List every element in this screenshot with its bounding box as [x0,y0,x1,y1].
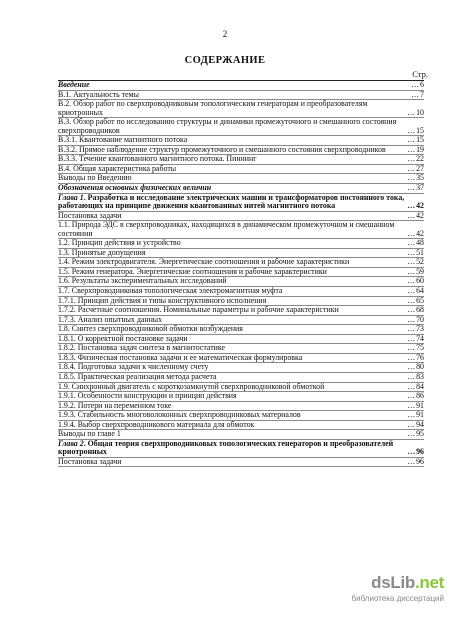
table-of-contents [58,80,424,467]
toc-entry-page: 91 [416,410,424,420]
toc-entry-page: 15 [416,135,424,145]
toc-entry-page: 80 [416,362,424,372]
toc-entry-page: 52 [416,257,424,267]
dot-leader: … [407,163,416,173]
dot-leader: … [407,238,416,248]
toc-entry-title: 1.7.2. Расчетные соотношения. Номинальные параметры и рабочие характеристики [58,305,339,315]
dot-leader: … [407,295,416,305]
dot-leader: … [407,228,416,238]
toc-entry-page: 42 [416,210,424,220]
dot-leader: … [407,391,416,401]
toc-entry-title: 1.7. Сверхпроводниковая топологическая электромагнитная муфта [58,286,283,296]
dot-leader: … [407,362,416,372]
toc-entry-title: 1.8. Синтез сверхпроводниковой обмотки возбуждения [58,324,243,334]
toc-entry-page: 70 [416,314,424,324]
toc-entry-page: 15 [416,125,424,135]
toc-entry-title: В.3.1. Квантование магнитного потока [58,135,188,145]
dot-leader: … [407,314,416,324]
dot-leader: … [407,305,416,315]
dot-leader: … [407,107,416,117]
toc-entry-page: 74 [416,333,424,343]
toc-entry-title: В.1. Актуальность темы [58,89,139,99]
dot-leader: … [407,247,416,257]
dot-leader: … [407,144,416,154]
toc-entry-page: 60 [416,276,424,286]
dot-leader: … [407,210,416,220]
toc-entry-title: 1.9.1. Особенности конструкции и принцип действия [58,391,237,401]
dot-leader: … [407,286,416,296]
toc-entry [58,458,424,468]
dot-leader: … [407,456,416,466]
dot-leader: … [407,381,416,391]
dot-leader: … [407,201,416,211]
toc-heading: СОДЕРЖАНИЕ [184,55,266,66]
toc-entry-page: 42 [416,201,424,211]
watermark-tagline: библиотека диссертаций [351,594,444,603]
toc-entry-page: 51 [416,247,424,257]
toc-entry-title: Постановка задачи [58,456,122,466]
toc-entry-title: 1.4. Режим электродвигателя. Энергетические соотношения и рабочие характеристики [58,257,350,267]
dot-leader: … [407,371,416,381]
toc-entry-title: В.3. Обзор работ по исследованию структуры и динамики промежуточного и смешанного состояния сверхпроводников [58,117,397,135]
dot-leader: … [411,80,420,89]
dot-leader: … [407,333,416,343]
toc-entry-page: 7 [420,89,424,99]
toc-entry-title: 1.9.4. Выбор сверхпроводникового материала для обмоток [58,419,255,429]
toc-entry-title: 1.8.4. Подготовка задачи к численному счету [58,362,209,372]
toc-entry-title: 1.9.3. Стабильность многоволоконных сверхпроводниковых материалов [58,410,301,420]
toc-entry-page: 96 [416,447,424,457]
dot-leader: … [407,410,416,420]
toc-entry-title: 1.8.2. Постановка задач синтеза в магнитостатике [58,343,226,353]
toc-entry-page: 64 [416,286,424,296]
dot-leader: … [407,173,416,183]
toc-entry-page: 75 [416,343,424,353]
toc-entry-title: Глава 1. Разработка и исследование электрических машин и трансформаторов постоянного тока, работающих на принципе движения квантованных нитей магнитного потока [58,192,405,211]
dot-leader: … [407,352,416,362]
toc-entry [58,118,424,136]
toc-entry-page: 27 [416,163,424,173]
toc-entry [58,440,424,458]
dot-leader: … [407,419,416,429]
watermark-name: dsLib.net [371,573,444,592]
toc-entry-title: В.4. Общая характеристика работы [58,163,177,173]
dot-leader: … [407,257,416,267]
toc-entry-title: 1.7.3. Анализ опытных данных [58,314,163,324]
dot-leader: … [407,125,416,135]
toc-entry-title: 1.6. Результаты экспериментальных исследований [58,276,227,286]
toc-entry-title: В.3.2. Прямое наблюдение структур промежуточного и смешанного состояния сверхпроводников [58,144,386,154]
toc-entry-page: 91 [416,400,424,410]
page-column-label: Стр. [412,69,428,79]
toc-entry-page: 65 [416,295,424,305]
toc-entry-title: 1.2. Принцип действия и устройство [58,238,181,248]
dot-leader: … [411,89,420,99]
toc-entry-page: 6 [420,80,424,89]
toc-entry-page: 37 [416,183,424,193]
toc-entry-page: 76 [416,352,424,362]
toc-entry [58,194,424,212]
toc-entry-title: 1.9. Синхронный двигатель с короткозамкнутой сверхпроводниковой обмоткой [58,381,325,391]
toc-entry-title: 1.9.2. Потери на переменном токе [58,400,172,410]
toc-entry-title: Введение [58,80,90,89]
toc-entry-title: В.2. Обзор работ по сверхпроводниковым топологическим генераторам и преобразователям криотронных [58,99,368,117]
toc-entry-title: 1.8.5. Практическая реализация метода расчета [58,371,217,381]
toc-entry-title: Обозначения основных физических величин [58,183,212,193]
dot-leader: … [407,135,416,145]
toc-entry-page: 68 [416,305,424,315]
dot-leader: … [407,154,416,164]
toc-entry-page: 83 [416,371,424,381]
toc-entry-page: 96 [416,456,424,466]
toc-entry-title: 1.8.3. Физическая постановка задачи и ее математическая формулировка [58,352,303,362]
toc-entry-title: Постановка задачи [58,210,122,220]
toc-entry-title: 1.5. Режим генератора. Энергетические соотношения и рабочие характеристики [58,266,327,276]
toc-entry-page: 48 [416,238,424,248]
toc-entry-title: 1.8.1. О корректной постановке задачи [58,333,188,343]
dot-leader: … [407,400,416,410]
toc-entry-title: 1.1. Природа ЭДС в сверхпроводниках, находящихся в динамическом промежуточном и смешанном состоянии [58,220,395,238]
toc-entry-page: 84 [416,381,424,391]
toc-entry [58,100,424,118]
dot-leader: … [407,276,416,286]
toc-entry-page: 35 [416,173,424,183]
toc-entry [58,221,424,239]
toc-entry-title: 1.3. Принятые допущения [58,247,146,257]
dot-leader: … [407,266,416,276]
toc-entry-page: 59 [416,266,424,276]
toc-entry-page: 19 [416,144,424,154]
page-number: 2 [222,29,228,39]
toc-entry-page: 94 [416,419,424,429]
toc-entry-page: 42 [416,228,424,238]
dot-leader: … [407,343,416,353]
toc-entry-page: 86 [416,391,424,401]
toc-entry-page: 73 [416,324,424,334]
toc-entry-page: 95 [416,429,424,439]
toc-entry-title: Выводы по Введению [58,173,132,183]
toc-entry-title: 1.7.1. Принцип действия и типы конструктивного исполнения [58,295,267,305]
toc-entry-page: 10 [416,107,424,117]
dot-leader: … [407,429,416,439]
watermark-logo [352,573,444,603]
dot-leader: … [407,447,416,457]
dot-leader: … [407,183,416,193]
dot-leader: … [407,324,416,334]
toc-entry-title: Выводы по главе 1 [58,429,121,439]
toc-entry-page: 22 [416,154,424,164]
toc-entry-title: Глава 2. Общая теория сверхпроводниковых топологических генераторов и преобразователей криотронных [58,438,394,457]
toc-entry-title: В.3.3. Течение квантованного магнитного потока. Пиннинг [58,154,257,164]
